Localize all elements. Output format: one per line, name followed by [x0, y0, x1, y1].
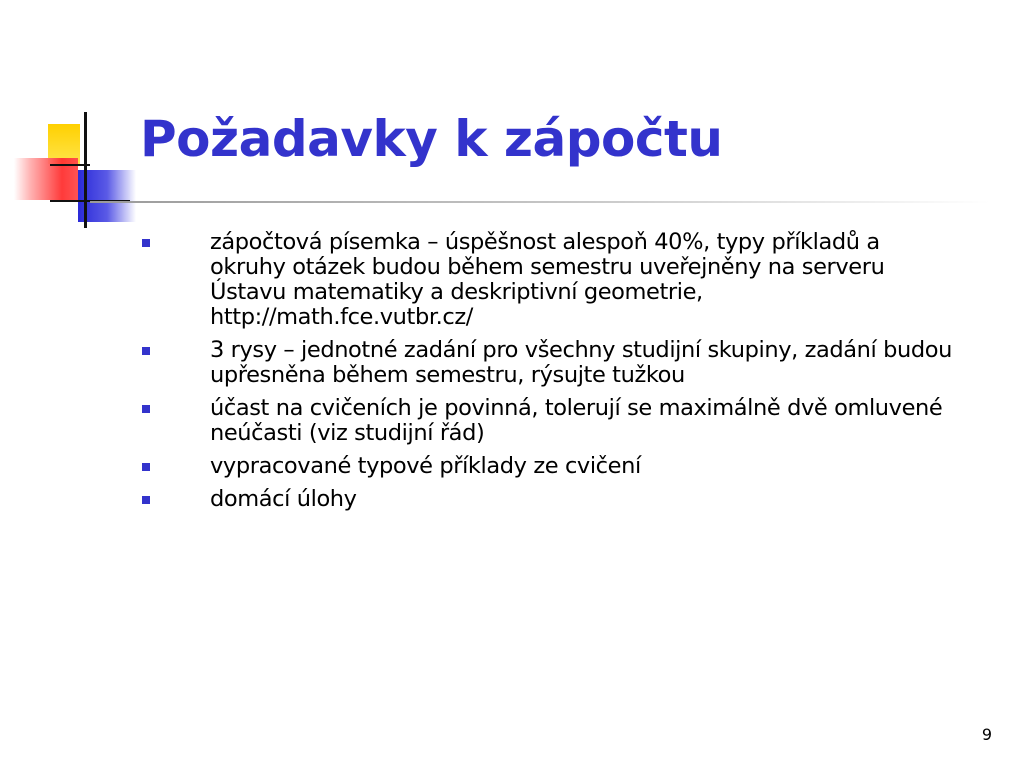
- bullet-text: zápočtová písemka – úspěšnost alespoň 40%, typy příkladů a okruhy otázek budou během semestru uveřejněny na serveru Ústavu matematiky a deskriptivní geometrie, http://math.fce.vutbr.cz/: [210, 229, 885, 330]
- bullet-item: [142, 396, 962, 446]
- slide-decoration: [0, 0, 140, 240]
- title-underline: [90, 201, 990, 203]
- bullet-item: [142, 454, 962, 479]
- square-bullet-icon: [142, 239, 150, 247]
- slide-title: Požadavky k zápočtu: [140, 110, 723, 168]
- bullet-text: domácí úlohy: [210, 486, 357, 512]
- bullet-item: [142, 230, 962, 330]
- bullet-list: [142, 230, 962, 520]
- square-bullet-icon: [142, 347, 150, 355]
- square-bullet-icon: [142, 496, 150, 504]
- square-bullet-icon: [142, 405, 150, 413]
- bullet-text: účast na cvičeních je povinná, tolerují se maximálně dvě omluvené neúčasti (viz studijní řád): [210, 395, 943, 446]
- bullet-text: vypracované typové příklady ze cvičení: [210, 453, 641, 479]
- bullet-item: [142, 338, 962, 388]
- page-number: 9: [981, 725, 992, 744]
- vertical-line-decoration: [84, 112, 87, 228]
- bullet-item: [142, 487, 962, 512]
- bullet-text: 3 rysy – jednotné zadání pro všechny studijní skupiny, zadání budou upřesněna během semestru, rýsujte tužkou: [210, 337, 953, 388]
- square-bullet-icon: [142, 463, 150, 471]
- horizontal-line-decoration: [50, 164, 90, 166]
